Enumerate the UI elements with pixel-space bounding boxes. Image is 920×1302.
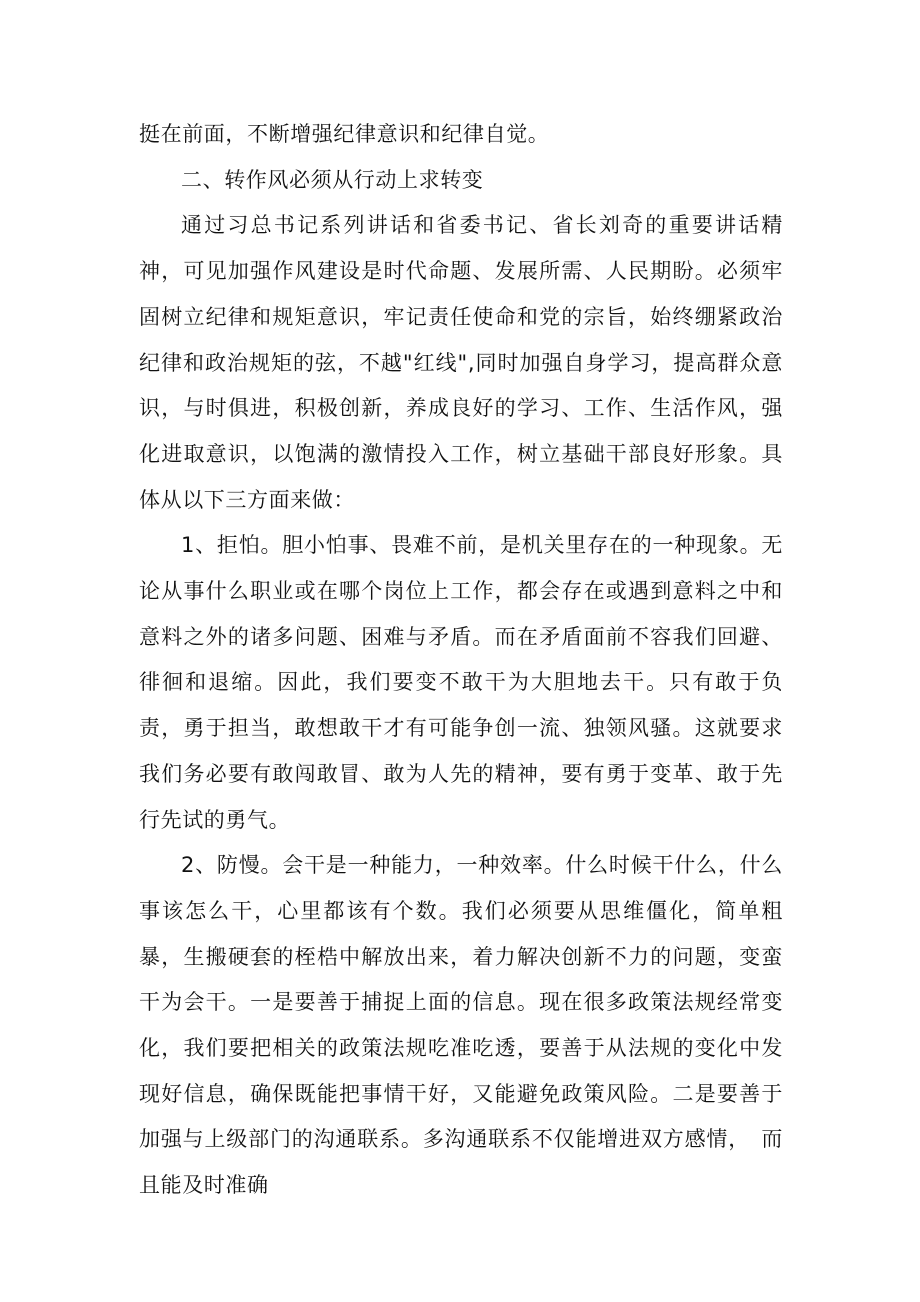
- paragraph-point-2: 2、防慢。会干是一种能力，一种效率。什么时候干什么，什么事该怎么干，心里都该有个数。我们必须要从思维僵化，简单粗暴，生搬硬套的桎梏中解放出来，着力解决创新不力的问题，变蛮干为会干。一是要善于捕捉上面的信息。现在很多政策法规经常变化，我们要把相关的政策法规吃准吃透，要善于从法规的变化中发现好信息，确保既能把事情干好，又能避免政策风险。二是要善于加强与上级部门的沟通联系。多沟通联系不仅能增进双方感情， 而且能及时准确: [139, 853, 783, 1198]
- document-body: [139, 112, 783, 1209]
- paragraph-point-1: 1、拒怕。胆小怕事、畏难不前，是机关里存在的一种现象。无论从事什么职业或在哪个岗位上工作，都会存在或遇到意料之中和意料之外的诸多问题、困难与矛盾。而在矛盾面前不容我们回避、徘徊和退缩。因此，我们要变不敢干为大胆地去干。只有敢于负责，勇于担当，敢想敢干才有可能争创一流、独领风骚。这就要求我们务必要有敢闯敢冒、敢为人先的精神，要有勇于变革、敢于先行先试的勇气。: [139, 533, 783, 832]
- paragraph-continuation: 挺在前面，不断增强纪律意识和纪律自觉。: [139, 122, 550, 146]
- paragraph-intro: 通过习总书记系列讲话和省委书记、省长刘奇的重要讲话精神，可见加强作风建设是时代命题、发展所需、人民期盼。必须牢固树立纪律和规矩意识，牢记责任使命和党的宗旨，始终绷紧政治纪律和政治规矩的弦，不越"红线",同时加强自身学习，提高群众意识，与时俱进，积极创新，养成良好的学习、工作、生活作风，强化进取意识，以饱满的激情投入工作，树立基础干部良好形象。具体从以下三方面来做：: [139, 213, 783, 512]
- section-heading: 二、转作风必须从行动上求转变: [181, 167, 484, 192]
